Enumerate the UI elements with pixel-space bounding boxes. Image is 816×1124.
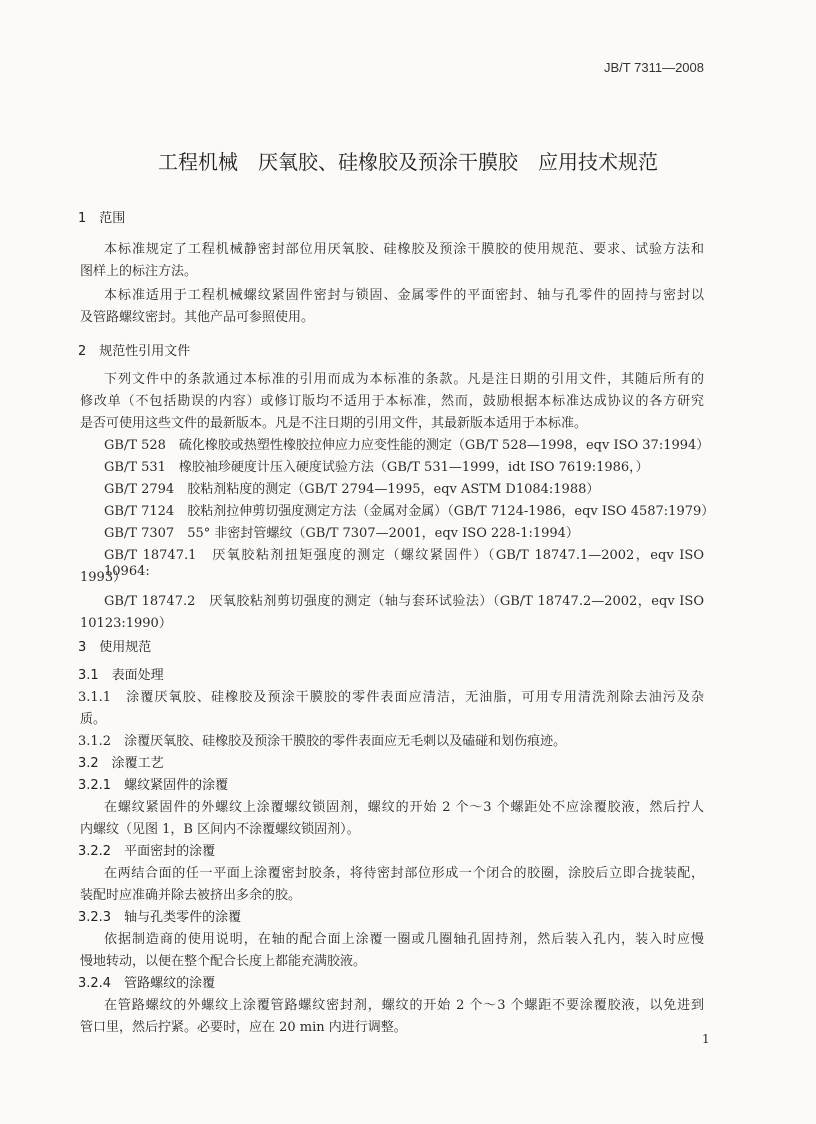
paragraph-line: 及管路螺纹密封。其他产品可参照使用。 (80, 310, 315, 325)
reference-item: GB/T 18747.2 厌氧胶粘剂剪切强度的测定（轴与套环试验法）（GB/T 18747.2—2002，eqv ISO (104, 594, 704, 609)
reference-item-continued: 10123:1990） (80, 616, 172, 631)
paragraph-line: 图样上的标注方法。 (80, 264, 198, 279)
paragraph-line: 在两结合面的任一平面上涂覆密封胶条，将待密封部位形成一个闭合的胶圈，涂胶后立即合拢装配， (104, 866, 704, 881)
page-title: 工程机械 厌氧胶、硅橡胶及预涂干膜胶 应用技术规范 (158, 150, 658, 174)
subsection-heading: 3.1 表面处理 (78, 668, 164, 683)
subsection-heading: 3.2 涂覆工艺 (78, 756, 164, 771)
paragraph-line: 质。 (80, 712, 107, 727)
reference-item: GB/T 7307 55° 非密封管螺纹（GB/T 7307—2001，eqv ISO 228-1:1994） (104, 526, 579, 541)
paragraph-line: 本标准适用于工程机械螺纹紧固件密封与锁固、金属零件的平面密封、轴与孔零件的固持与密封以 (104, 288, 704, 303)
paragraph-line: 慢地转动，以便在整个配合长度上都能充满胶液。 (80, 954, 367, 969)
paragraph-line: 在管路螺纹的外螺纹上涂覆管路螺纹密封剂，螺纹的开始 2 个～3 个螺距不要涂覆胶液，以免进到 (104, 998, 704, 1013)
reference-item: GB/T 18747.1 厌氧胶粘剂扭矩强度的测定（螺纹紧固件）（GB/T 18747.1—2002，eqv ISO 10964: (104, 548, 704, 579)
paragraph-line: 下列文件中的条款通过本标准的引用而成为本标准的条款。凡是注日期的引用文件，其随后所有的 (104, 372, 704, 387)
subsection-heading: 3.2.1 螺纹紧固件的涂覆 (78, 778, 229, 793)
paragraph-line: 修改单（不包括勘误的内容）或修订版均不适用于本标准，然而，鼓励根据本标准达成协议的各方研究 (80, 394, 704, 409)
page-number: 1 (702, 1032, 710, 1046)
reference-item: GB/T 528 硫化橡胶或热塑性橡胶拉伸应力应变性能的测定（GB/T 528—1998，eqv ISO 37:1994） (104, 438, 710, 453)
paragraph-line: 管口里，然后拧紧。必要时，应在 20 min 内进行调整。 (80, 1020, 407, 1035)
subsection-heading: 3.2.4 管路螺纹的涂覆 (78, 976, 216, 991)
paragraph-line: 在螺纹紧固件的外螺纹上涂覆螺纹锁固剂，螺纹的开始 2 个～3 个螺距处不应涂覆胶液，然后拧人 (104, 800, 704, 815)
section-1-heading: 1 范围 (78, 211, 126, 226)
reference-item: GB/T 531 橡胶袖珍硬度计压入硬度试验方法（GB/T 531—1999，idt ISO 7619:1986，） (104, 460, 649, 475)
subsection-heading: 3.2.2 平面密封的涂覆 (78, 844, 216, 859)
paragraph-line: 是否可使用这些文件的最新版本。凡是不注日期的引用文件，其最新版本适用于本标准。 (80, 416, 588, 431)
section-2-heading: 2 规范性引用文件 (78, 344, 191, 359)
paragraph-line: 装配时应准确并除去被挤出多余的胶。 (80, 888, 302, 903)
document-number: JB/T 7311—2008 (604, 60, 704, 75)
subsection-heading: 3.2.3 轴与孔类零件的涂覆 (78, 910, 242, 925)
paragraph-line: 内螺纹（见图 1，B 区间内不涂覆螺纹锁固剂）。 (80, 822, 360, 837)
section-3-heading: 3 使用规范 (78, 640, 152, 655)
paragraph-line: 3.1.1 涂覆厌氧胶、硅橡胶及预涂干膜胶的零件表面应清洁，无油脂，可用专用清洗剂除去油污及杂 (78, 690, 704, 705)
paragraph-line: 3.1.2 涂覆厌氧胶、硅橡胶及预涂干膜胶的零件表面应无毛刺以及磕碰和划伤痕迹。 (78, 734, 567, 749)
paragraph-line: 本标准规定了工程机械静密封部位用厌氧胶、硅橡胶及预涂干膜胶的使用规范、要求、试验方法和 (104, 242, 704, 257)
reference-item-continued: 1993） (80, 570, 127, 585)
paragraph-line: 依据制造商的使用说明，在轴的配合面上涂覆一圈或几圈轴孔固持剂，然后装入孔内，装入时应慢 (104, 932, 704, 947)
reference-item: GB/T 7124 胶粘剂拉伸剪切强度测定方法（金属对金属）（GB/T 7124-1986，eqv ISO 4587:1979） (104, 504, 715, 519)
reference-item: GB/T 2794 胶粘剂粘度的测定（GB/T 2794—1995，eqv ASTM D1084:1988） (104, 482, 600, 497)
